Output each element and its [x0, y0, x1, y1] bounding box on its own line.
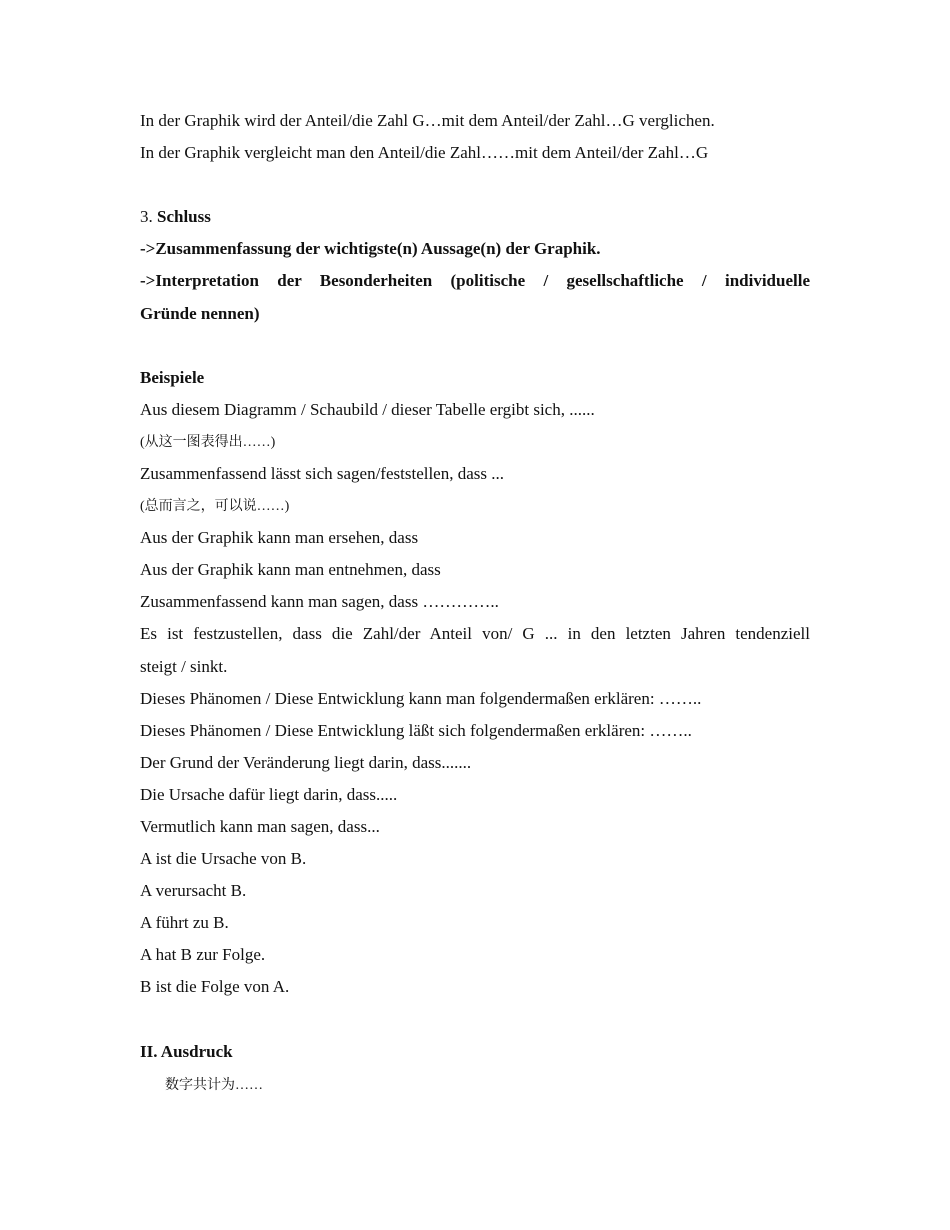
example-line: Aus diesem Diagramm / Schaubild / dieser Tabelle ergibt sich, ......: [140, 400, 595, 419]
schluss-number: 3.: [140, 207, 153, 226]
example-line: Aus der Graphik kann man ersehen, dass: [140, 528, 419, 547]
example-translation: (总而言之，可以说……): [140, 499, 290, 514]
ausdruck-line: 数字共计为……: [165, 1078, 263, 1093]
example-line: Dieses Phänomen / Diese Entwicklung kann man folgendermaßen erklären: ……..: [140, 689, 702, 708]
example-line: A führt zu B.: [140, 913, 229, 932]
example-line: Der Grund der Veränderung liegt darin, dass.......: [140, 753, 472, 772]
example-line: A ist die Ursache von B.: [140, 849, 307, 868]
example-line: steigt / sinkt.: [140, 657, 228, 676]
example-line: B ist die Folge von A.: [140, 977, 290, 996]
example-line: A hat B zur Folge.: [140, 945, 266, 964]
example-line: Die Ursache dafür liegt darin, dass.....: [140, 785, 398, 804]
example-line: Dieses Phänomen / Diese Entwicklung läßt sich folgendermaßen erklären: ……..: [140, 721, 692, 740]
compare-line-2: In der Graphik vergleicht man den Anteil/die Zahl……mit dem Anteil/der Zahl…G: [140, 143, 709, 162]
example-line: Aus der Graphik kann man entnehmen, dass: [140, 560, 441, 579]
schluss-heading: [140, 206, 211, 228]
beispiele-heading: Beispiele: [140, 368, 205, 387]
schluss-point-1: ->Zusammenfassung der wichtigste(n) Aussage(n) der Graphik.: [140, 239, 601, 258]
schluss-point-2-line-2: Gründe nennen): [140, 304, 260, 323]
ausdruck-heading: II. Ausdruck: [140, 1042, 233, 1061]
example-line: Es ist festzustellen, dass die Zahl/der Anteil von/ G ... in den letzten Jahren tendenziell: [140, 624, 810, 643]
example-line: Vermutlich kann man sagen, dass...: [140, 817, 380, 836]
example-translation: (从这一图表得出……): [140, 435, 276, 450]
example-line: Zusammenfassend lässt sich sagen/feststellen, dass ...: [140, 464, 505, 483]
schluss-point-2-line-1: ->Interpretation der Besonderheiten (politische / gesellschaftliche / individuelle: [140, 271, 810, 290]
example-line: Zusammenfassend kann man sagen, dass …………..: [140, 592, 499, 611]
schluss-title: Schluss: [157, 207, 211, 226]
example-line: A verursacht B.: [140, 881, 247, 900]
compare-line-1: In der Graphik wird der Anteil/die Zahl G…mit dem Anteil/der Zahl…G verglichen.: [140, 111, 715, 130]
